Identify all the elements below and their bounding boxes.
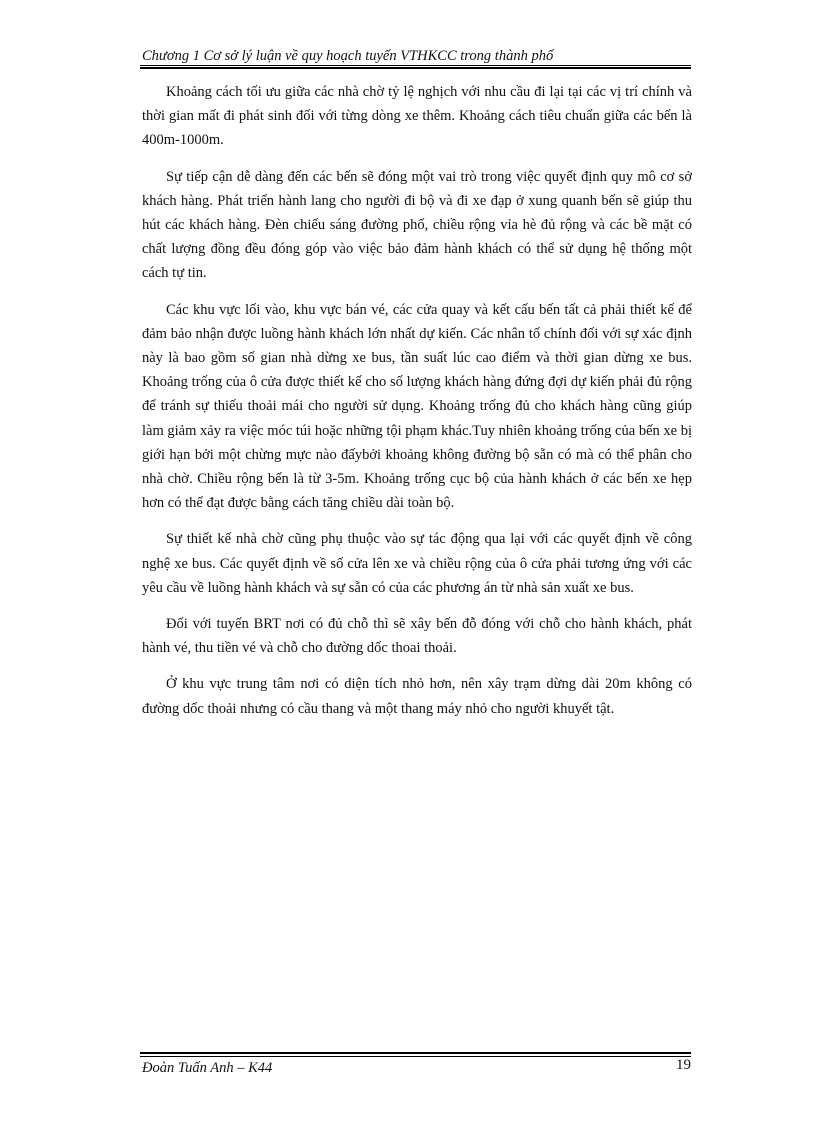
paragraph-3: Các khu vực lối vào, khu vực bán vé, các cửa quay và kết cấu bến tất cả phải thiết kế để đảm bảo nhận được luồng hành khách lớn nhất dự kiến. Các nhân tố chính đối với sự xác định này là bao gồm số gian nhà dừng xe bus, tần suất lúc cao điểm và thời gian dừng xe bus. Khoảng trống của ô cửa được thiết kế cho số lượng khách hàng đứng đợi dự kiến phải đủ rộng để tránh sự thiếu thoải mái cho người sử dụng. Khoảng trống đủ cho khách hàng cũng giúp làm giảm xảy ra việc móc túi hoặc những tội phạm khác.Tuy nhiên khoảng trống của bến xe bị giới hạn bởi một chừng mực nào đấybởi khoảng không đường bộ sẵn có mà có thể phân cho nhà chờ. Chiều rộng bến là từ 3-5m. Khoảng trống cục bộ của hành khách ở các bến xe hẹp hơn có thể đạt được bằng cách tăng chiều dài toàn bộ. [142,301,692,512]
footer-divider-thin [140,1056,691,1057]
paragraph-2: Sự tiếp cận dễ dàng đến các bến sẽ đóng một vai trò trong việc quyết định quy mô cơ sở khách hàng. Phát triển hành lang cho người đi bộ và đi xe đạp ở xung quanh bến sẽ giúp thu hút các khách hàng. Đèn chiếu sáng đường phố, chiều rộng vỉa hè đủ rộng và các bề mặt có chất lượng đồng đều đóng góp vào việc bảo đảm hành khách có thể sử dụng hệ thống một cách tự tin. [142,168,692,282]
footer-divider-thick [140,1052,691,1054]
header-divider-thick [140,67,691,69]
page-number: 19 [676,1057,691,1073]
body-text [142,80,692,733]
paragraph-4: Sự thiết kế nhà chờ cũng phụ thuộc vào sự tác động qua lại với các quyết định về công nghệ xe bus. Các quyết định về số cửa lên xe và chiều rộng của ô cửa phải tương ứng với các yêu cầu về luồng hành khách và sự sẵn có của các phương án từ nhà sản xuất xe bus. [142,531,692,596]
page-header-chapter-title: Chương 1 Cơ sở lý luận về quy hoạch tuyến VTHKCC trong thành phố [142,48,554,64]
footer-author: Đoàn Tuấn Anh – K44 [142,1060,273,1076]
paragraph-1: Khoảng cách tối ưu giữa các nhà chờ tỷ lệ nghịch với nhu cầu đi lại tại các vị trí chính và thời gian mất đi phát sinh đối với từng dòng xe thêm. Khoảng cách tiêu chuẩn giữa các bến là 400m-1000m. [142,84,692,149]
paragraph-5: Đối với tuyến BRT nơi có đủ chỗ thì sẽ xây bến đỗ đóng với chỗ cho hành khách, phát hành vé, thu tiền vé và chỗ cho đường dốc thoai thoải. [142,616,692,657]
header-divider-thin [140,65,691,66]
paragraph-6: Ở khu vực trung tâm nơi có diện tích nhỏ hơn, nên xây trạm dừng dài 20m không có đường dốc thoải nhưng có cầu thang và một thang máy nhỏ cho người khuyết tật. [142,676,692,717]
